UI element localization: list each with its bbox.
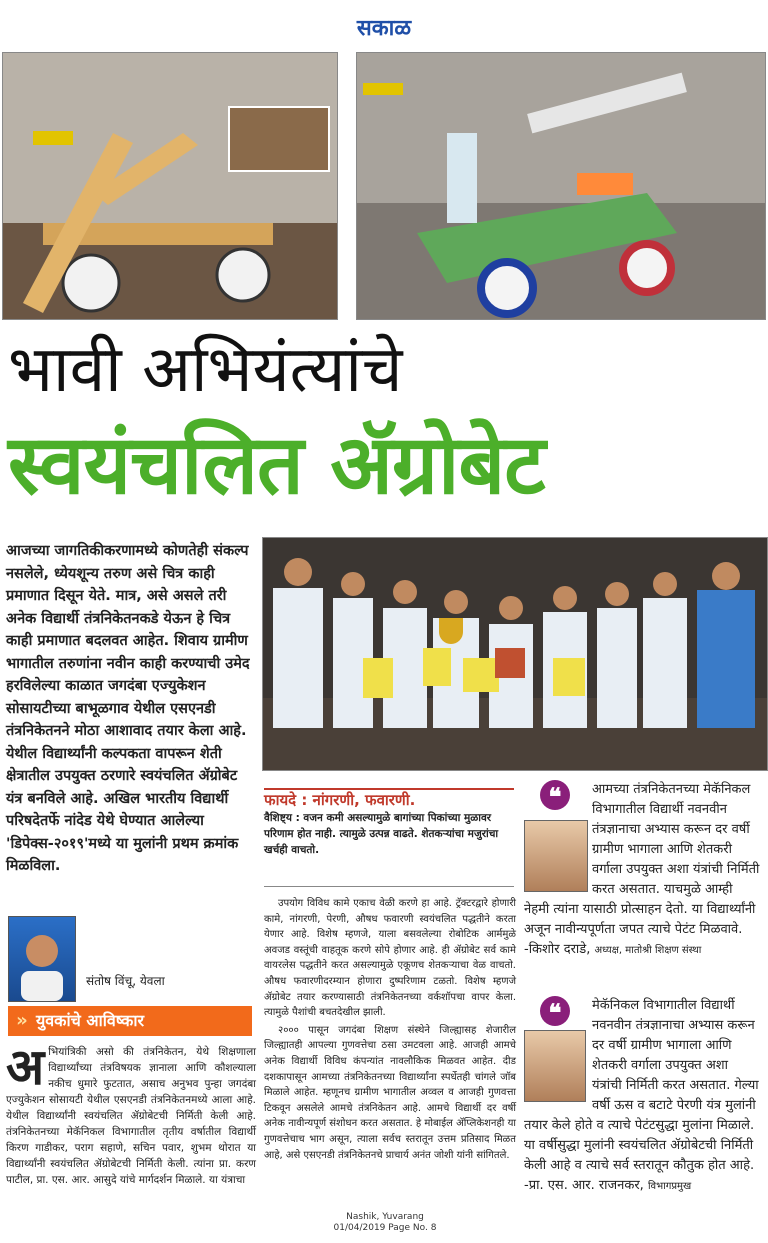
article-paragraph: २००० पासून जगदंबा शिक्षण संस्थेने जिल्ह्यासह शेजारील जिल्ह्यातही आपल्या गुणवत्तेचा ठसा उमटवला आहे. आजही आमचे अनेक विद्यार्थी विविध कंपन्यांत नावलौकिक मिळवत आहेत. दीड दशकापासून आमच्या तंत्रनिकेतनच्या विद्यार्थ्यांना स्पर्धेतही चांगले जॉब मिळाले आहेत. म्हणूनच ग्रामीण भागातील अव्वल व आजही गुणवत्ता टिकवून असलेले आमचे तंत्रनिकेतन आहे. आमचे विद्यार्थी दर वर्षी अनेक नावीन्यपूर्ण संशोधन करत असतात. हे मोबाईल ॲप्लिकेशनही या गुणवत्तेचाच भाग असून, त्याला सर्वच स्तरातून उत्तम प्रतिसाद मिळत आहे, असे एसएनडी तंत्रनिकेतनचे प्राचार्य अनंत जोशी यांनी सांगितले. <box>264 1024 516 1161</box>
article-body-middle <box>264 896 516 1165</box>
quote-icon: ❝ <box>540 780 570 810</box>
group-photo <box>262 537 768 771</box>
article-body-left <box>6 1038 256 1188</box>
article-paragraph: उपयोग विविध कामे एकाच वेळी करणे हा आहे. ट्रॅक्टरद्वारे होणारी कामे, नांगरणी, पेरणी, औषध फवारणी स्वयंचलित पद्धतीने करता येणार आहे. विशेष म्हणजे, याला बसवलेल्या रोबोटिक आर्ममुळे अवजड वस्तूंची वाहतूक करणे सोपे होणार आहे. ही ॲग्रोबेट सर्व कामे वायरलेस पद्धतीने करत असल्यामुळे एकूणच शेतकऱ्याचा वेळ वाचतो. औषध फवारणीदरम्यान होणारा दुष्परिणाम टळतो. विशेष म्हणजे ॲग्रोबेट तयार करण्यासाठी तंत्रनिकेतनच्या वर्कशॉपचा वापर केला. त्यामुळे पैशांची बचतदेखील झाली. <box>264 898 516 1019</box>
quote2-attribution: -प्रा. एस. आर. राजनकर, <box>524 1178 644 1193</box>
footer-edition: Nashik, Yuvarang <box>346 1212 424 1222</box>
footer-date-page: 01/04/2019 Page No. 8 <box>333 1223 437 1233</box>
quote2-attribution-line <box>524 1176 760 1197</box>
person-icon <box>9 917 75 1001</box>
benefits-heading: फायदे : नांगरणी, फवारणी. <box>264 791 416 809</box>
lead-paragraph <box>6 540 258 878</box>
quote2-role: विभागप्रमुख <box>647 1181 692 1192</box>
author-photo <box>8 916 76 1002</box>
quote1-text <box>524 780 760 961</box>
quote-icon: ❝ <box>540 996 570 1026</box>
chevron-right-icon: » <box>16 1010 28 1031</box>
group-photo-illustration <box>263 538 767 770</box>
robot-photo-wooden <box>2 52 338 320</box>
dropcap: अ <box>6 1038 45 1096</box>
headline-line-1: भावी अभियंत्यांचे <box>8 333 403 407</box>
page-footer <box>330 1212 440 1234</box>
benefits-subtext: वैशिष्ट्य : वजन कमी असल्यामुळे बागांच्या पिकांच्या मुळावर परिणाम होत नाही. त्यामुळे उत्पन्न वाढते. शेतकऱ्यांचा मजुरांचा खर्चही वाचतो. <box>264 812 499 856</box>
quote2-text-spacer <box>524 996 592 1108</box>
quote1-text-spacer <box>524 780 592 892</box>
quote2-text <box>524 996 760 1197</box>
author-byline: संतोष विंचू, येवला <box>86 974 165 988</box>
benefits-box <box>264 790 514 858</box>
headline-line-2: स्वयंचलित ॲग्रोबेट <box>8 418 545 513</box>
benefits-bottom-rule <box>264 886 514 887</box>
article-body-left-text: भियांत्रिकी असो की तंत्रनिकेतन, येथे शिक्षणाला विद्यार्थ्यांच्या तंत्रविषयक ज्ञानाला आणि कौशल्याला नकीच धुमारे फुटतात, असाच अनुभव पुन्हा जगदंबा एज्युकेशन सोसायटी येथील एसएनडी तंत्रनिकेतनमध्ये आला आहे. येथील विद्यार्थ्यांनी स्वयंचलित ॲग्रोबेटची निर्मिती केली आहे. तंत्रनिकेतनच्या मेकॅनिकल विभागातील तृतीय वर्षातील विद्यार्थी किरण गाडीकर, पराग सहाणे, सचिन पवार, शुभम थोरात या विद्यार्थ्यांनी स्वयंचलित ॲग्रोबेटची निर्मिती केली. त्यांना प्रा. करण पाटील, प्रा. एस. आर. आसुदे यांचे मार्गदर्शन मिळाले. या यंत्राचा <box>6 1046 256 1186</box>
quote1-attribution-line <box>524 940 760 961</box>
quote1-role: अध्यक्ष, मातोश्री शिक्षण संस्था <box>594 945 702 956</box>
masthead-logo: सकाळ <box>356 15 412 41</box>
quote1-body: आमच्या तंत्रनिकेतनच्या मेकॅनिकल विभागातील विद्यार्थी नवनवीन तंत्रज्ञानाचा अभ्यास करून दर वर्षी ग्रामीण भागाला आणि शेतकरी वर्गाला उपयुक्त अशा यंत्रांची निर्मिती करत असतात. याचमुळे आम्ही नेहमी त्यांना यासाठी प्रोत्साहन देतो. या विद्यार्थ्यांनी अजून नावीन्यपूर्णता जपत त्याचे पेटंट मिळवावे. <box>524 782 760 937</box>
quote2-body: मेकॅनिकल विभागातील विद्यार्थी नवनवीन तंत्रज्ञानाचा अभ्यास करून दर वर्षी ग्रामीण भागाला आणि शेतकरी वर्गाला उपयुक्त अशा यंत्रांची निर्मिती करत असतात. गेल्या वर्षी ऊस व बटाटे पेरणी यंत्र मुलांनी तयार केले होते व त्याचे पेटंटसुद्धा मुलांना मिळाले. या वर्षीसुद्धा मुलांनी स्वयंचलित ॲग्रोबेटची निर्मिती केली आहे व त्याचे सर्व स्तरातून कौतुक होत आहे. <box>524 998 759 1173</box>
green-robot-illustration <box>357 53 765 319</box>
section-banner-label: युवकांचे आविष्कार <box>36 1011 145 1030</box>
lead-paragraph-text: आजच्या जागतिकीकरणामध्ये कोणतेही संकल्प नसलेले, ध्येयशून्य तरुण असे चित्र काही प्रमाणात दिसून येते. मात्र, असे असले तरी अनेक विद्यार्थी तंत्रनिकेतनकडे येऊन हे चित्र काही प्रमाणात बदलवत आहेत. शिवाय ग्रामीण भागातील तरुणांना नवीन काही करण्याची उमेद हरविलेल्या काळात जगदंबा एज्युकेशन सोसायटीच्या बाभूळगाव येथील एसएनडी तंत्रनिकेतनने मोठा आशावाद तयार केला आहे. येथील विद्यार्थ्यांनी कल्पकता वापरून शेती क्षेत्रातील उपयुक्त ठरणारे स्वयंचलित ॲग्रोबेट यंत्र बनविले आहे. अखिल भारतीय विद्यार्थी परिषदेतर्फे नांदेड येथे घेण्यात आलेल्या 'डिपेक्स-२०१९'मध्ये या मुलांनी प्रथम क्रमांक मिळविला. <box>6 543 250 874</box>
wooden-robot-illustration <box>3 53 337 319</box>
robot-photo-green-board <box>356 52 766 320</box>
section-banner <box>8 1006 252 1036</box>
quote1-attribution: -किशोर दराडे, <box>524 942 591 957</box>
